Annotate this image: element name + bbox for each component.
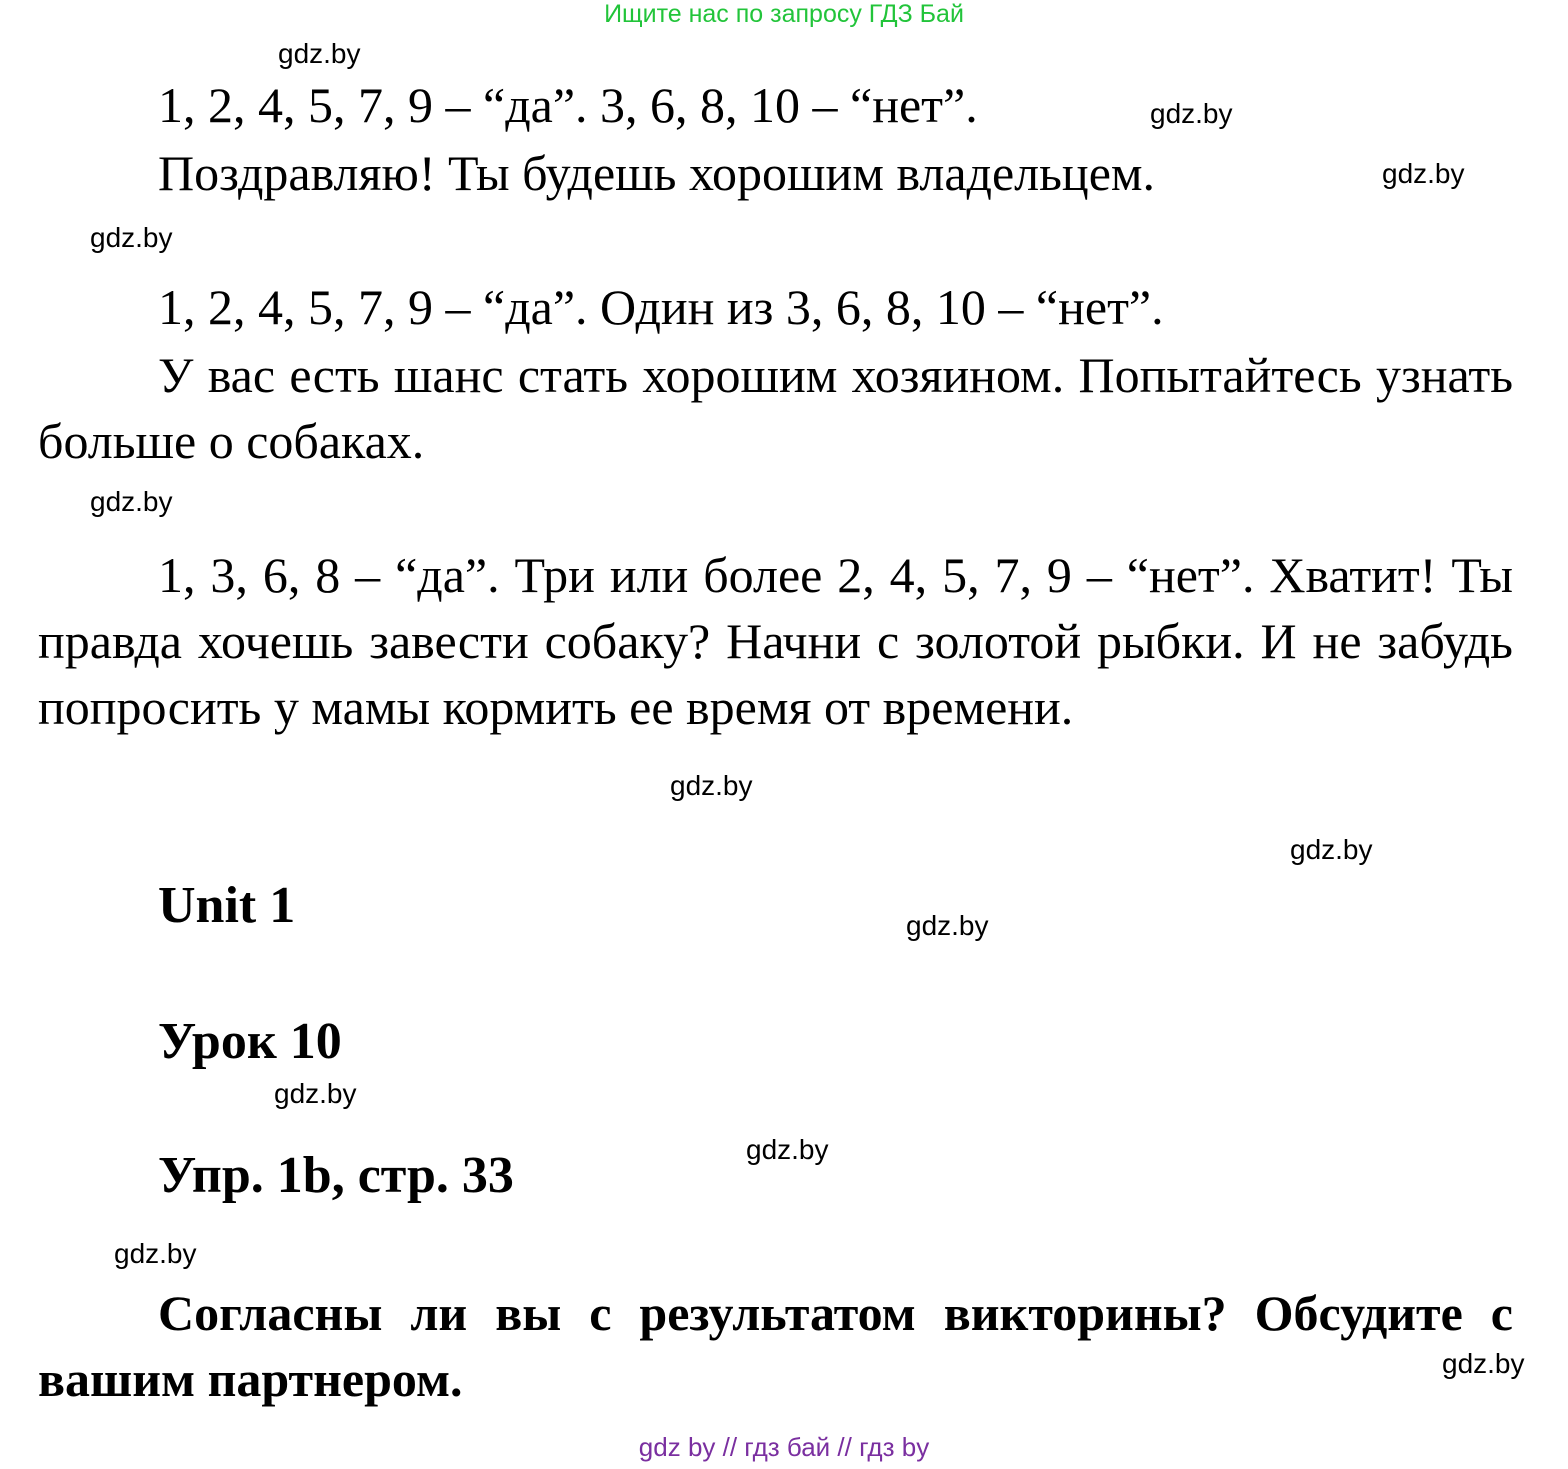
watermark: gdz.by <box>274 1078 357 1109</box>
watermark: gdz.by <box>1382 158 1465 189</box>
result-text-2: У вас есть шанс стать хорошим хозяином. Попытайтесь узнать больше о собаках. <box>38 347 1513 469</box>
result-line-2: 1, 2, 4, 5, 7, 9 – “да”. Один из 3, 6, 8, 10 – “нет”. <box>158 279 1164 335</box>
watermark: gdz.by <box>906 910 989 941</box>
watermark: gdz.by <box>1150 98 1233 129</box>
lesson-heading: Урок 10 <box>158 1013 342 1070</box>
exercise-heading: Упр. 1b, стр. 33 <box>158 1147 514 1204</box>
watermark: gdz.by <box>278 38 361 69</box>
task-text: Согласны ли вы с результатом викторины? Обсудите с вашим партнером. <box>38 1285 1513 1407</box>
result-text-3: 1, 3, 6, 8 – “да”. Три или более 2, 4, 5, 7, 9 – “нет”. Хватит! Ты правда хочешь завести собаку? Начни с золотой рыбки. И не забудь попросить у мамы кормить ее время от времени. <box>38 547 1513 735</box>
watermark: gdz.by <box>746 1134 829 1165</box>
watermark: gdz.by <box>90 486 173 517</box>
result-text-1: Поздравляю! Ты будешь хорошим владельцем. <box>158 145 1156 201</box>
footer-links: gdz by // гдз бай // гдз by <box>638 1432 930 1462</box>
watermark: gdz.by <box>90 222 173 253</box>
watermark: gdz.by <box>670 770 753 801</box>
watermark: gdz.by <box>114 1238 197 1269</box>
watermark: gdz.by <box>1442 1348 1525 1379</box>
watermark: gdz.by <box>1290 834 1373 865</box>
result-line-1: 1, 2, 4, 5, 7, 9 – “да”. 3, 6, 8, 10 – “нет”. <box>158 77 978 133</box>
unit-heading: Unit 1 <box>158 877 296 934</box>
top-banner: Ищите нас по запросу ГДЗ Бай <box>604 0 964 28</box>
